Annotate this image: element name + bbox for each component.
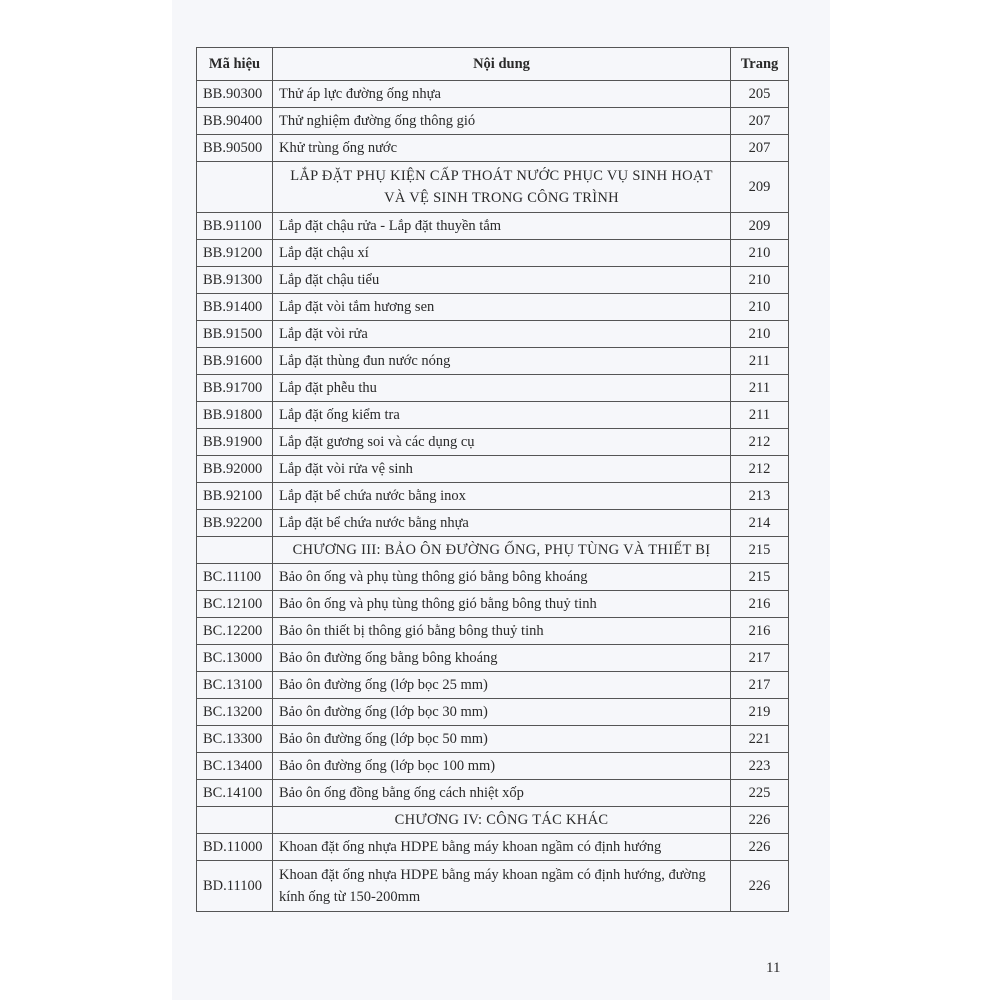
row-code: BB.91200	[197, 240, 273, 267]
row-code: BB.90500	[197, 135, 273, 162]
table-row	[197, 753, 789, 780]
row-code	[197, 807, 273, 834]
section-heading-row	[197, 807, 789, 834]
row-content: Bảo ôn ống và phụ tùng thông gió bằng bông khoáng	[273, 564, 731, 591]
row-content: Bảo ôn đường ống (lớp bọc 100 mm)	[273, 753, 731, 780]
table-row	[197, 618, 789, 645]
row-code: BC.13000	[197, 645, 273, 672]
row-content: Bảo ôn đường ống (lớp bọc 25 mm)	[273, 672, 731, 699]
table-row	[197, 429, 789, 456]
row-page: 217	[731, 672, 789, 699]
row-content: Lắp đặt ống kiểm tra	[273, 402, 731, 429]
row-content: Thử áp lực đường ống nhựa	[273, 81, 731, 108]
row-content: Bảo ôn đường ống (lớp bọc 30 mm)	[273, 699, 731, 726]
row-page: 205	[731, 81, 789, 108]
row-page: 217	[731, 645, 789, 672]
row-code: BB.90300	[197, 81, 273, 108]
table-row	[197, 348, 789, 375]
row-content: Bảo ôn ống và phụ tùng thông gió bằng bông thuỷ tinh	[273, 591, 731, 618]
row-content: Thử nghiệm đường ống thông gió	[273, 108, 731, 135]
table-row	[197, 135, 789, 162]
page-number: 11	[766, 960, 781, 976]
table-header-row	[197, 48, 789, 81]
row-content: Lắp đặt bể chứa nước bằng nhựa	[273, 510, 731, 537]
row-page: 215	[731, 564, 789, 591]
row-page: 221	[731, 726, 789, 753]
row-code: BC.13300	[197, 726, 273, 753]
table-row	[197, 213, 789, 240]
row-page: 209	[731, 213, 789, 240]
table-row	[197, 267, 789, 294]
table-row	[197, 861, 789, 912]
table-row	[197, 591, 789, 618]
table-row	[197, 834, 789, 861]
row-content: Bảo ôn thiết bị thông gió bằng bông thuỷ tinh	[273, 618, 731, 645]
table-row	[197, 81, 789, 108]
row-content: Khử trùng ống nước	[273, 135, 731, 162]
row-page: 223	[731, 753, 789, 780]
row-content: Khoan đặt ống nhựa HDPE bằng máy khoan ngầm có định hướng	[273, 834, 731, 861]
row-page: 219	[731, 699, 789, 726]
row-code: BB.91500	[197, 321, 273, 348]
row-code: BC.12200	[197, 618, 273, 645]
row-page: 211	[731, 375, 789, 402]
row-page: 210	[731, 321, 789, 348]
row-code	[197, 162, 273, 213]
row-content: Bảo ôn ống đồng bằng ống cách nhiệt xốp	[273, 780, 731, 807]
row-code: BB.91400	[197, 294, 273, 321]
header-page: Trang	[731, 48, 789, 81]
row-page: 226	[731, 861, 789, 912]
row-content: Bảo ôn đường ống (lớp bọc 50 mm)	[273, 726, 731, 753]
table-row	[197, 402, 789, 429]
row-code: BB.92200	[197, 510, 273, 537]
header-code: Mã hiệu	[197, 48, 273, 81]
row-content: Lắp đặt bể chứa nước bằng inox	[273, 483, 731, 510]
row-page: 210	[731, 240, 789, 267]
row-code: BD.11000	[197, 834, 273, 861]
row-code: BC.14100	[197, 780, 273, 807]
row-content: Lắp đặt chậu xí	[273, 240, 731, 267]
row-page: 213	[731, 483, 789, 510]
row-code: BB.91900	[197, 429, 273, 456]
table-row	[197, 699, 789, 726]
row-code: BC.11100	[197, 564, 273, 591]
row-page: 214	[731, 510, 789, 537]
table-row	[197, 726, 789, 753]
chapter-heading: CHƯƠNG III: BẢO ÔN ĐƯỜNG ỐNG, PHỤ TÙNG VÀ THIẾT BỊ	[273, 537, 731, 564]
row-content: Lắp đặt vòi tắm hương sen	[273, 294, 731, 321]
row-page: 212	[731, 456, 789, 483]
row-content: Lắp đặt chậu tiểu	[273, 267, 731, 294]
row-page: 216	[731, 618, 789, 645]
row-page: 207	[731, 108, 789, 135]
row-code: BC.12100	[197, 591, 273, 618]
row-page: 215	[731, 537, 789, 564]
table-row	[197, 240, 789, 267]
row-content: Lắp đặt thùng đun nước nóng	[273, 348, 731, 375]
row-content: Lắp đặt vòi rửa	[273, 321, 731, 348]
table-row	[197, 294, 789, 321]
row-code: BD.11100	[197, 861, 273, 912]
row-content: Lắp đặt gương soi và các dụng cụ	[273, 429, 731, 456]
row-code: BB.90400	[197, 108, 273, 135]
table-row	[197, 672, 789, 699]
row-page: 209	[731, 162, 789, 213]
row-page: 212	[731, 429, 789, 456]
row-code: BB.92100	[197, 483, 273, 510]
table-row	[197, 564, 789, 591]
row-page: 225	[731, 780, 789, 807]
section-heading: LẮP ĐẶT PHỤ KIỆN CẤP THOÁT NƯỚC PHỤC VỤ SINH HOẠT VÀ VỆ SINH TRONG CÔNG TRÌNH	[273, 162, 731, 213]
header-content: Nội dung	[273, 48, 731, 81]
section-heading-row	[197, 162, 789, 213]
row-page: 207	[731, 135, 789, 162]
table-row	[197, 510, 789, 537]
row-code: BC.13200	[197, 699, 273, 726]
row-code: BB.91300	[197, 267, 273, 294]
row-page: 210	[731, 267, 789, 294]
table-row	[197, 780, 789, 807]
table-row	[197, 483, 789, 510]
section-heading-row	[197, 537, 789, 564]
row-page: 210	[731, 294, 789, 321]
row-code: BB.91800	[197, 402, 273, 429]
row-code: BC.13400	[197, 753, 273, 780]
row-page: 226	[731, 807, 789, 834]
row-code: BB.91700	[197, 375, 273, 402]
row-content: Khoan đặt ống nhựa HDPE bằng máy khoan ngầm có định hướng, đường kính ống từ 150-200mm	[273, 861, 731, 912]
table-row	[197, 456, 789, 483]
row-content: Bảo ôn đường ống bằng bông khoáng	[273, 645, 731, 672]
row-code: BB.92000	[197, 456, 273, 483]
table-row	[197, 375, 789, 402]
table-row	[197, 645, 789, 672]
table-row	[197, 321, 789, 348]
row-content: Lắp đặt chậu rửa - Lắp đặt thuyền tắm	[273, 213, 731, 240]
table-of-contents	[196, 47, 789, 912]
row-code: BC.13100	[197, 672, 273, 699]
row-content: Lắp đặt vòi rửa vệ sinh	[273, 456, 731, 483]
chapter-heading: CHƯƠNG IV: CÔNG TÁC KHÁC	[273, 807, 731, 834]
row-page: 211	[731, 402, 789, 429]
row-code: BB.91100	[197, 213, 273, 240]
table-row	[197, 108, 789, 135]
row-code	[197, 537, 273, 564]
row-content: Lắp đặt phễu thu	[273, 375, 731, 402]
row-page: 216	[731, 591, 789, 618]
row-page: 226	[731, 834, 789, 861]
row-page: 211	[731, 348, 789, 375]
row-code: BB.91600	[197, 348, 273, 375]
